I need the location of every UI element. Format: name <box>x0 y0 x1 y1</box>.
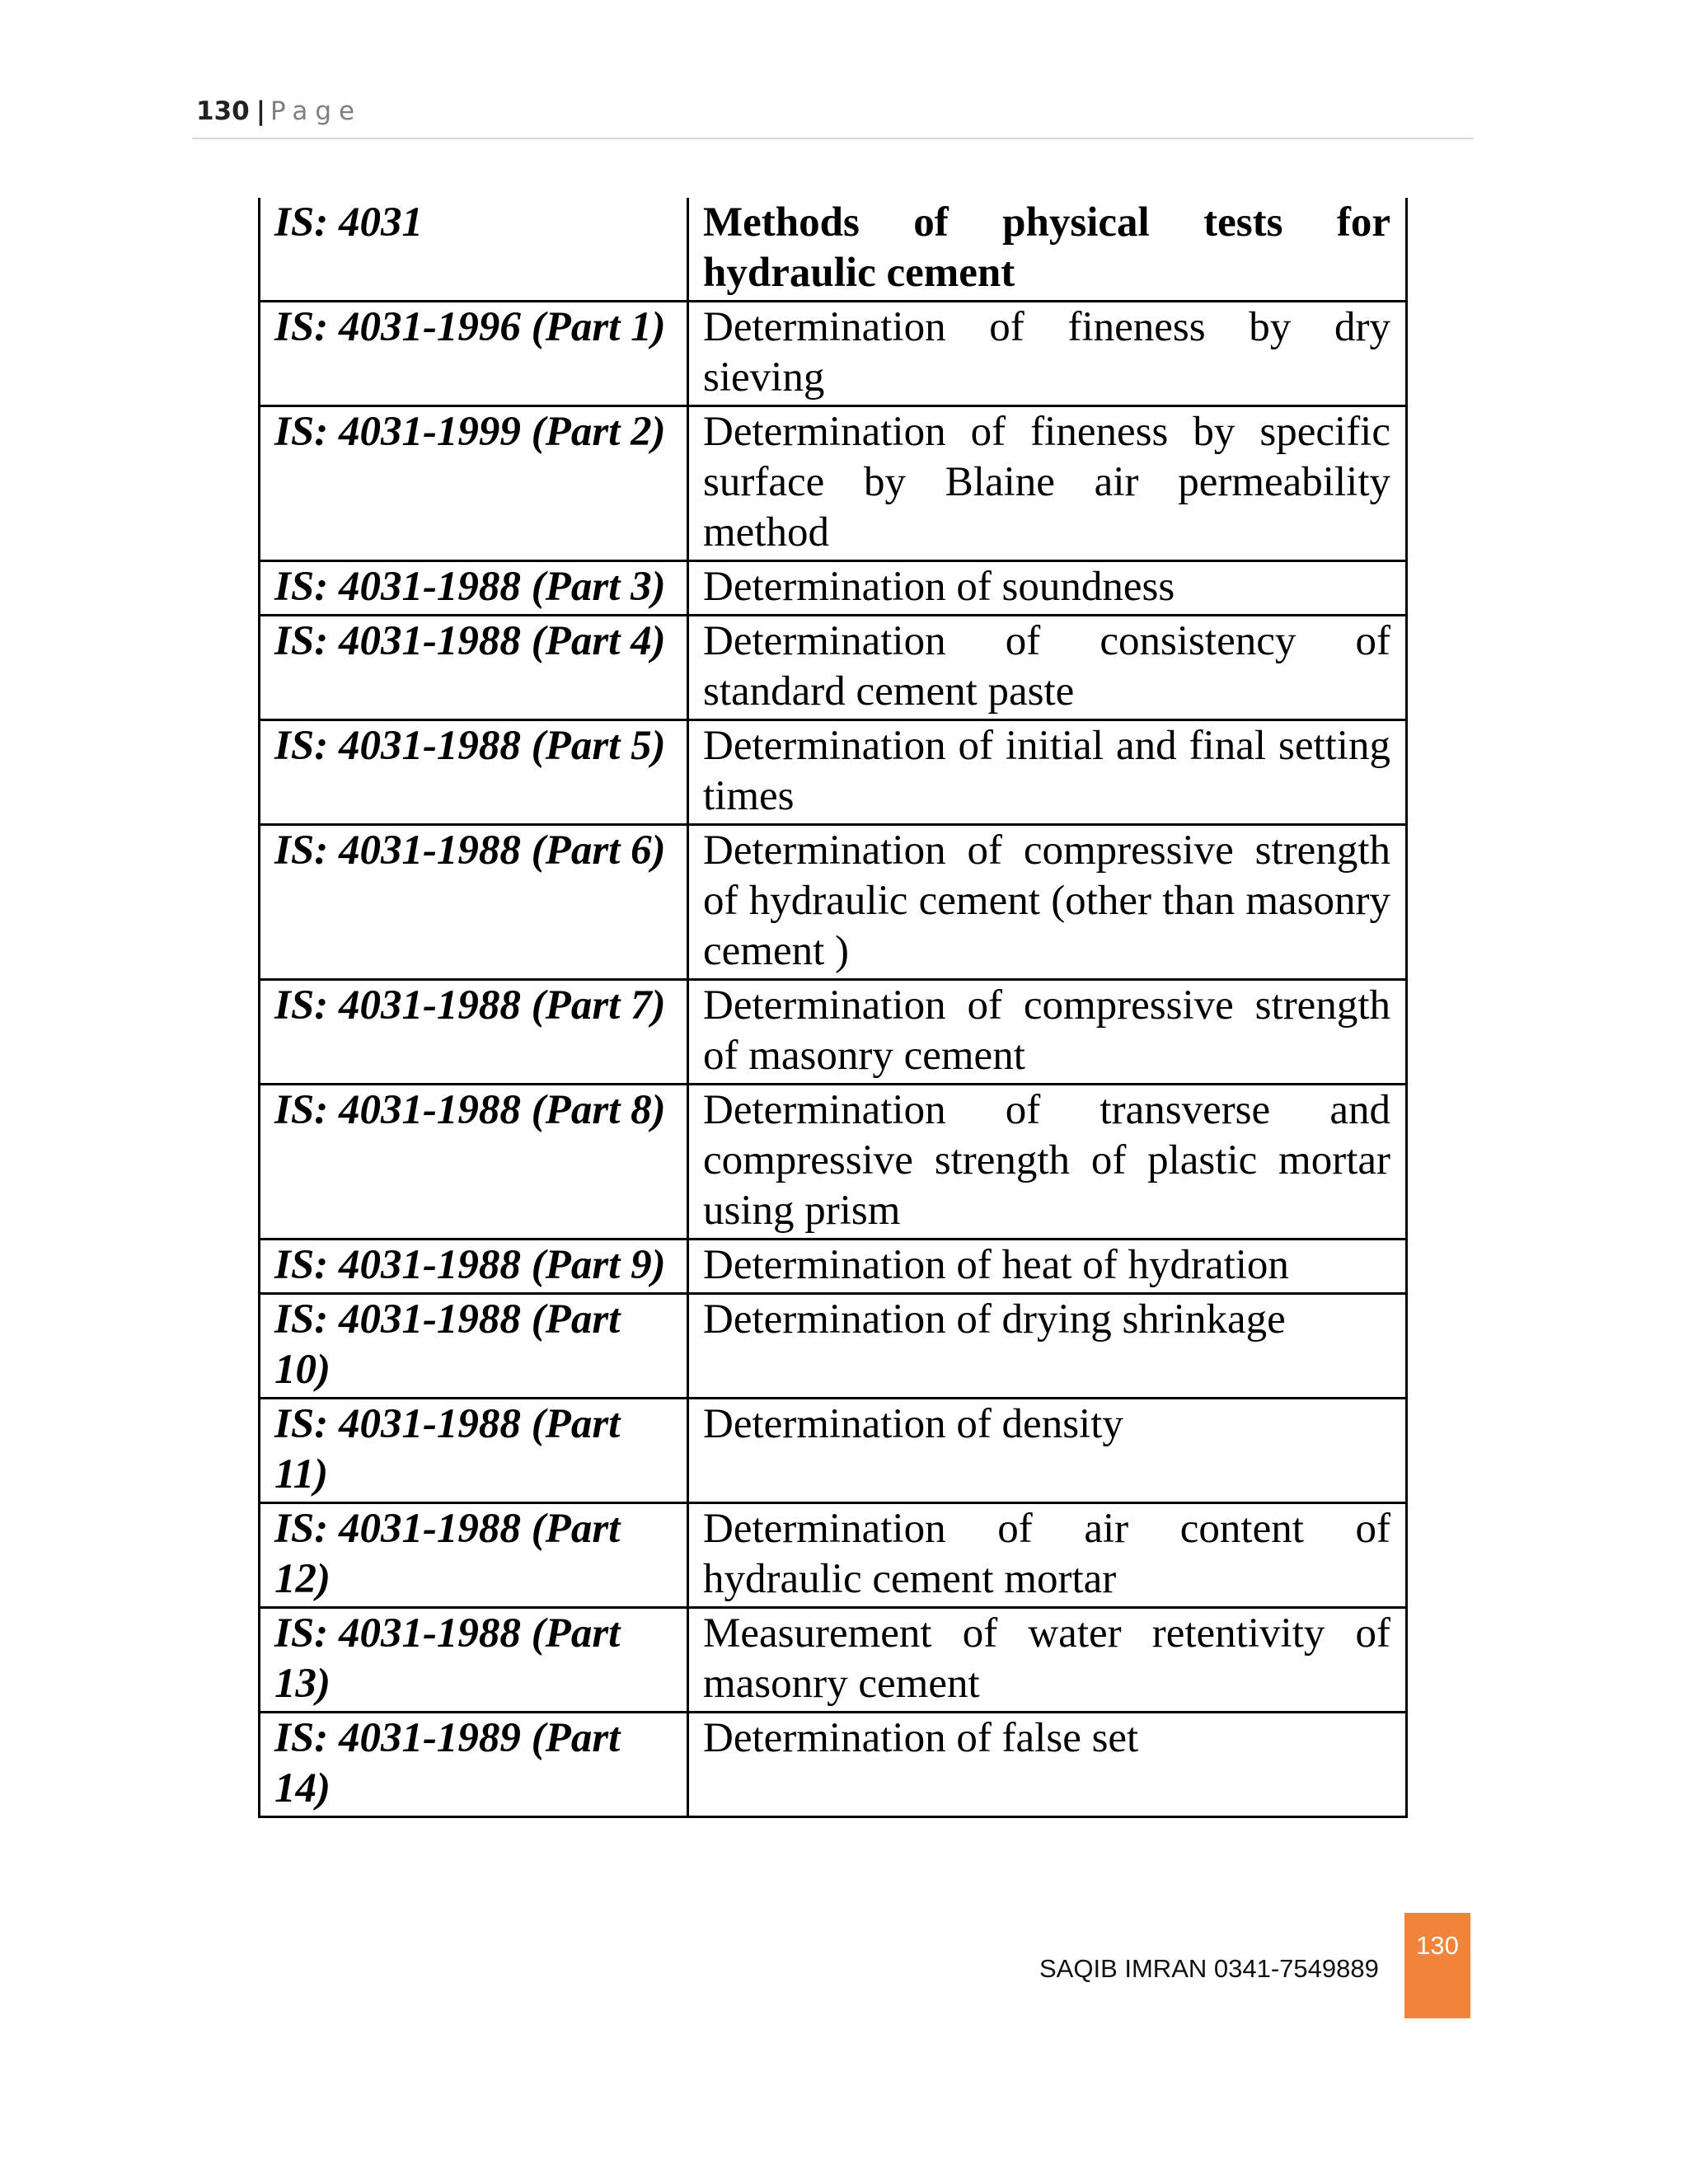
table-row <box>260 720 1407 825</box>
table-row <box>260 1240 1407 1294</box>
table-row <box>260 198 1407 302</box>
header-page-number: 130 <box>196 96 250 126</box>
standard-code-cell: IS: 4031 <box>260 198 688 302</box>
standard-description-cell: Determination of drying shrinkage <box>688 1294 1407 1399</box>
standard-code-cell: IS: 4031-1988 (Part 6) <box>260 825 688 980</box>
table-row <box>260 825 1407 980</box>
standard-description-cell: Measurement of water retentivity of masonry cement <box>688 1608 1407 1713</box>
standard-description-cell: Determination of fineness by dry sieving <box>688 302 1407 406</box>
standard-description-cell: Determination of air content of hydraulic cement mortar <box>688 1503 1407 1608</box>
standard-code-cell: IS: 4031-1988 (Part 3) <box>260 561 688 616</box>
standard-code-cell: IS: 4031-1988 (Part 9) <box>260 1240 688 1294</box>
standard-code-cell: IS: 4031-1989 (Part 14) <box>260 1713 688 1817</box>
standard-description-cell: Determination of compressive strength of hydraulic cement (other than masonry cement ) <box>688 825 1407 980</box>
standard-description-cell: Determination of fineness by specific surface by Blaine air permeability method <box>688 406 1407 561</box>
table-row <box>260 1503 1407 1608</box>
standard-description-cell: Determination of heat of hydration <box>688 1240 1407 1294</box>
table-row <box>260 1294 1407 1399</box>
table-row <box>260 1399 1407 1503</box>
standards-table <box>258 198 1408 1818</box>
standard-code-cell: IS: 4031-1988 (Part 13) <box>260 1608 688 1713</box>
standard-description-cell: Determination of density <box>688 1399 1407 1503</box>
standard-code-cell: IS: 4031-1988 (Part 7) <box>260 980 688 1085</box>
table-row <box>260 1085 1407 1240</box>
standard-code-cell: IS: 4031-1996 (Part 1) <box>260 302 688 406</box>
standard-code-cell: IS: 4031-1988 (Part 4) <box>260 616 688 720</box>
standard-code-cell: IS: 4031-1999 (Part 2) <box>260 406 688 561</box>
standard-code-cell: IS: 4031-1988 (Part 10) <box>260 1294 688 1399</box>
table-row <box>260 561 1407 616</box>
table-row <box>260 616 1407 720</box>
header-page-word: Page <box>270 96 363 126</box>
standard-description-cell: Determination of false set <box>688 1713 1407 1817</box>
table-row <box>260 302 1407 406</box>
standard-description-cell: Determination of transverse and compressive strength of plastic mortar using prism <box>688 1085 1407 1240</box>
standard-description-cell: Determination of consistency of standard cement paste <box>688 616 1407 720</box>
standard-description-cell: Determination of initial and final setting times <box>688 720 1407 825</box>
header-divider <box>192 138 1474 139</box>
footer-author-contact: SAQIB IMRAN 0341-7549889 <box>1039 1954 1379 1983</box>
table-row <box>260 406 1407 561</box>
standard-code-cell: IS: 4031-1988 (Part 11) <box>260 1399 688 1503</box>
page-header <box>196 96 363 126</box>
standard-description-cell: Methods of physical tests for hydraulic cement <box>688 198 1407 302</box>
standard-description-cell: Determination of soundness <box>688 561 1407 616</box>
standards-table-body <box>260 198 1407 1817</box>
standard-code-cell: IS: 4031-1988 (Part 5) <box>260 720 688 825</box>
table-row <box>260 980 1407 1085</box>
table-row <box>260 1608 1407 1713</box>
standard-code-cell: IS: 4031-1988 (Part 12) <box>260 1503 688 1608</box>
header-separator: | <box>256 96 266 126</box>
standard-description-cell: Determination of compressive strength of masonry cement <box>688 980 1407 1085</box>
footer-page-number-box: 130 <box>1404 1913 1470 2018</box>
table-row <box>260 1713 1407 1817</box>
standard-code-cell: IS: 4031-1988 (Part 8) <box>260 1085 688 1240</box>
